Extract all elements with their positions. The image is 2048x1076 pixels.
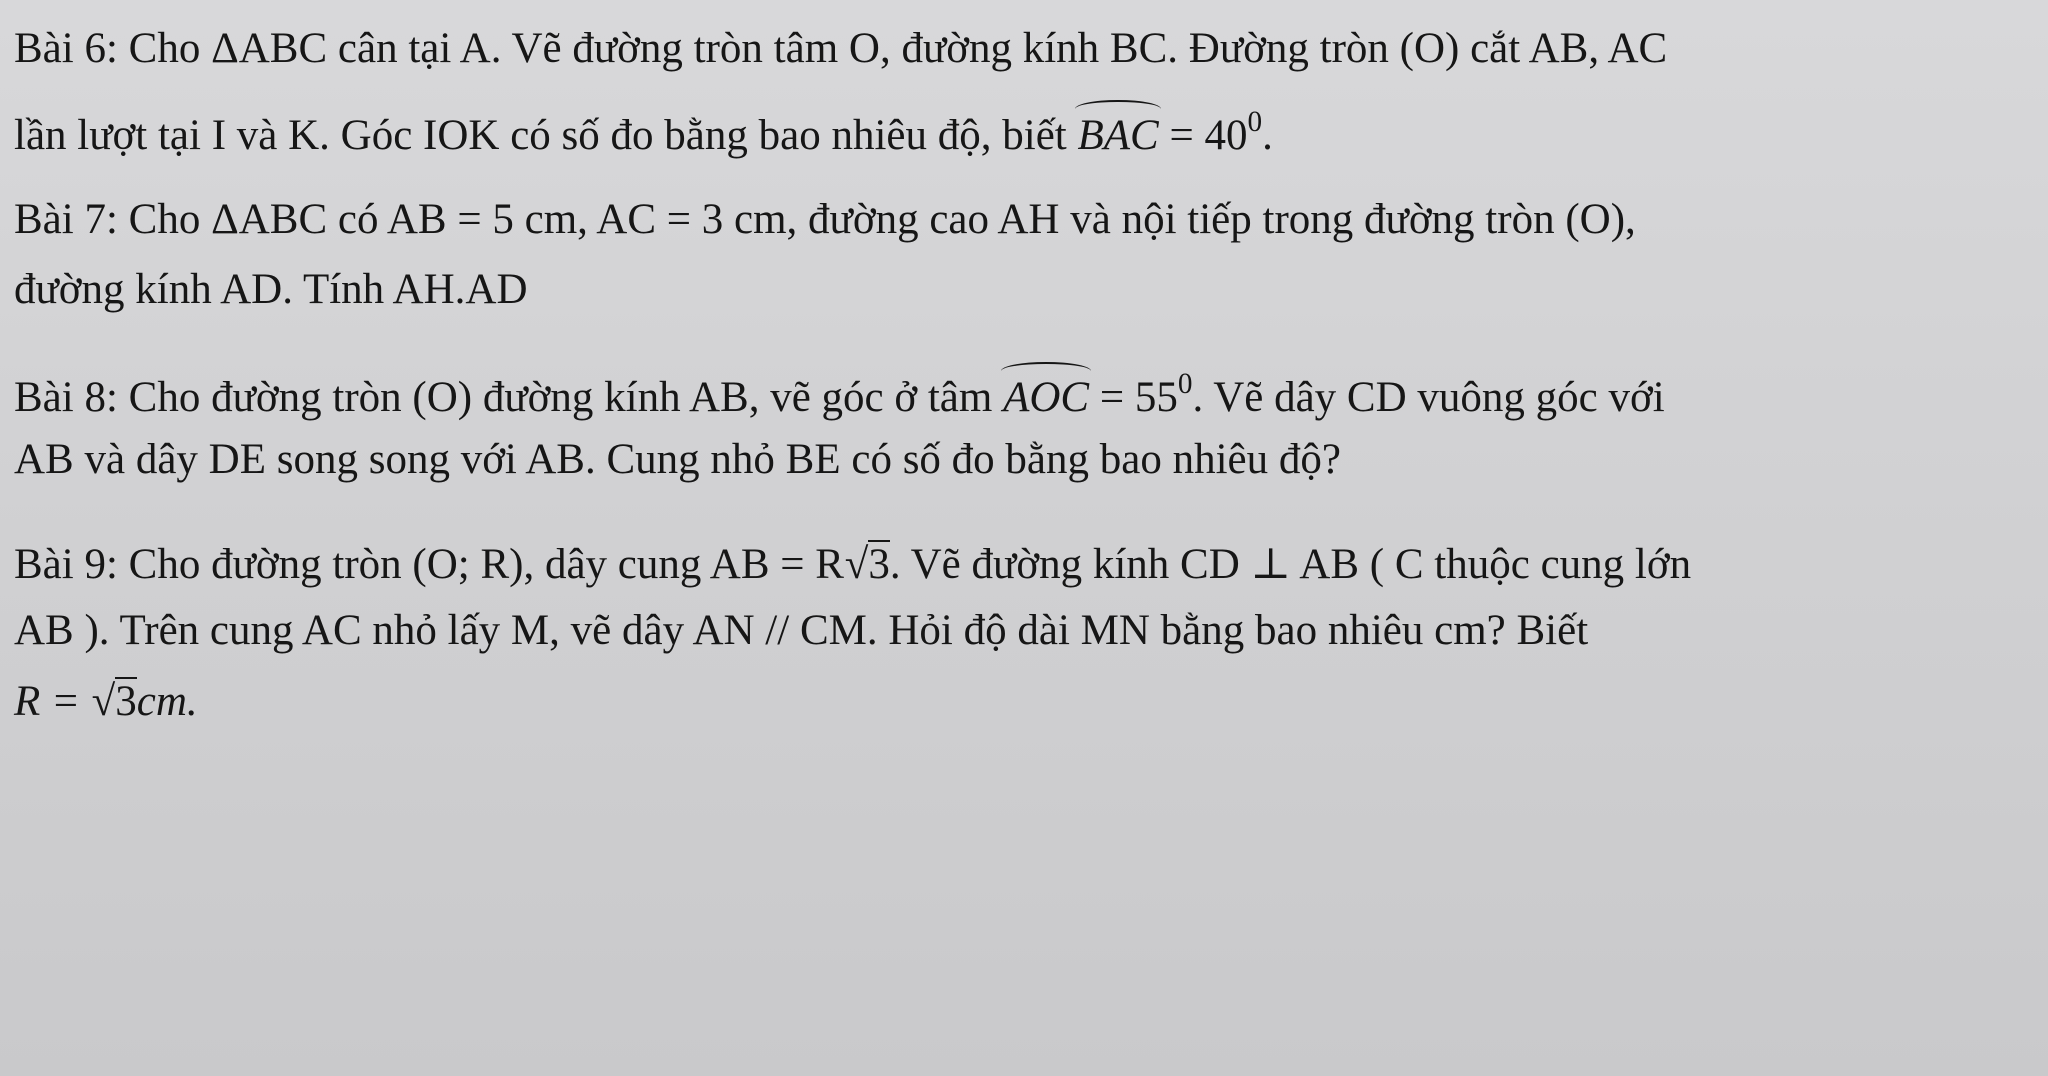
problem-8-line-1-rest: . Vẽ dây CD vuông góc với (1192, 374, 1665, 421)
problem-6-period: . (1262, 112, 1273, 159)
problem-8-arc-label: AOC (1003, 368, 1089, 419)
problem-6-equals: = 40 (1169, 112, 1248, 159)
problem-9-r-equals: R = (14, 678, 91, 725)
problem-8-line-2: AB và dây DE song song với AB. Cung nhỏ BE có số đo bằng bao nhiêu độ? (14, 436, 1341, 483)
problem-9-line-1-rest: . Vẽ đường kính CD ⊥ AB ( C thuộc cung lớn (889, 541, 1692, 588)
problem-9-sqrt-symbol: √ (844, 541, 869, 588)
problem-6-line-2 (14, 106, 1273, 157)
problem-8-equals: = 55 (1099, 374, 1178, 421)
problem-9-line-1-text: Bài 9: Cho đường tròn (O; R), dây cung AB = R (14, 541, 844, 588)
problem-7-line-1: Bài 7: Cho ΔABC có AB = 5 cm, AC = 3 cm, đường cao AH và nội tiếp trong đường tròn (O), (14, 196, 1636, 243)
problem-6-line-1: Bài 6: Cho ΔABC cân tại A. Vẽ đường tròn tâm O, đường kính BC. Đường tròn (O) cắt AB, AC (14, 25, 1668, 72)
problem-8-line-1 (14, 368, 1665, 419)
problem-9-line-3 (14, 677, 198, 723)
problem-6-line-2-text: lần lượt tại I và K. Góc IOK có số đo bằng bao nhiêu độ, biết (14, 112, 1067, 159)
problem-9-radicand-2: 3 (115, 678, 137, 725)
problem-8-degree: 0 (1177, 367, 1193, 400)
problem-8-line-1-text: Bài 8: Cho đường tròn (O) đường kính AB, vẽ góc ở tâm (14, 374, 993, 421)
problem-7-line-2: đường kính AD. Tính AH.AD (14, 266, 528, 313)
problem-9-radical-2 (91, 677, 137, 723)
problem-6-degree: 0 (1247, 105, 1263, 138)
problem-9-line-1 (14, 540, 1691, 586)
problem-9-line-2: AB ). Trên cung AC nhỏ lấy M, vẽ dây AN // CM. Hỏi độ dài MN bằng bao nhiêu cm? Biết (14, 607, 1589, 654)
problem-9-radicand: 3 (868, 541, 890, 588)
problem-9-unit: cm. (136, 678, 198, 725)
problem-6-arc-label: BAC (1077, 106, 1158, 157)
problem-9-radical (844, 540, 890, 586)
problem-9-sqrt-symbol-2: √ (91, 678, 116, 725)
